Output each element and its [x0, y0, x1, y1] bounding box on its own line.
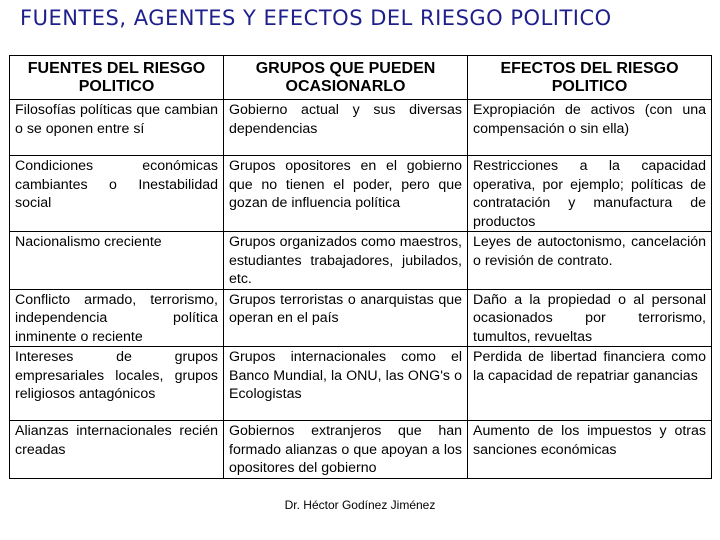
cell-grupo: Grupos internacionales como el Banco Mundial, la ONU, las ONG's o Ecologistas [224, 347, 468, 421]
cell-grupo: Grupos terroristas o anarquistas que operan en el país [224, 289, 468, 347]
page-title: FUENTES, AGENTES Y EFECTOS DEL RIESGO POLITICO [20, 6, 612, 30]
cell-fuente: Alianzas internacionales recién creadas [10, 421, 224, 479]
cell-efecto: Restricciones a la capacidad operativa, por ejemplo; políticas de contratación y manufactura de productos [468, 156, 712, 232]
table-row [10, 232, 712, 290]
table-row [10, 347, 712, 421]
header-efectos: EFECTOS DEL RIESGO POLITICO [468, 56, 712, 100]
cell-efecto: Perdida de libertad financiera como la capacidad de repatriar ganancias [468, 347, 712, 421]
cell-grupo: Grupos opositores en el gobierno que no tienen el poder, pero que gozan de influencia política [224, 156, 468, 232]
cell-efecto: Expropiación de activos (con una compensación o sin ella) [468, 100, 712, 156]
cell-grupo: Grupos organizados como maestros, estudiantes trabajadores, jubilados, etc. [224, 232, 468, 290]
table-row [10, 421, 712, 479]
table-header-row [10, 56, 712, 100]
header-fuentes: FUENTES DEL RIESGO POLITICO [10, 56, 224, 100]
table-row [10, 100, 712, 156]
cell-grupo: Gobierno actual y sus diversas dependencias [224, 100, 468, 156]
header-grupos: GRUPOS QUE PUEDEN OCASIONARLO [224, 56, 468, 100]
cell-fuente: Filosofías políticas que cambian o se oponen entre sí [10, 100, 224, 156]
cell-fuente: Conflicto armado, terrorismo, independencia política inminente o reciente [10, 289, 224, 347]
risk-table [9, 55, 712, 479]
cell-fuente: Condiciones económicas cambiantes o Inestabilidad social [10, 156, 224, 232]
cell-fuente: Nacionalismo creciente [10, 232, 224, 290]
table-row [10, 156, 712, 232]
table-row [10, 289, 712, 347]
cell-fuente: Intereses de grupos empresariales locales, grupos religiosos antagónicos [10, 347, 224, 421]
cell-grupo: Gobiernos extranjeros que han formado alianzas o que apoyan a los opositores del gobierno [224, 421, 468, 479]
author-footer: Dr. Héctor Godínez Jiménez [284, 498, 436, 512]
cell-efecto: Leyes de autoctonismo, cancelación o revisión de contrato. [468, 232, 712, 290]
cell-efecto: Daño a la propiedad o al personal ocasionados por terrorismo, tumultos, revueltas [468, 289, 712, 347]
cell-efecto: Aumento de los impuestos y otras sanciones económicas [468, 421, 712, 479]
